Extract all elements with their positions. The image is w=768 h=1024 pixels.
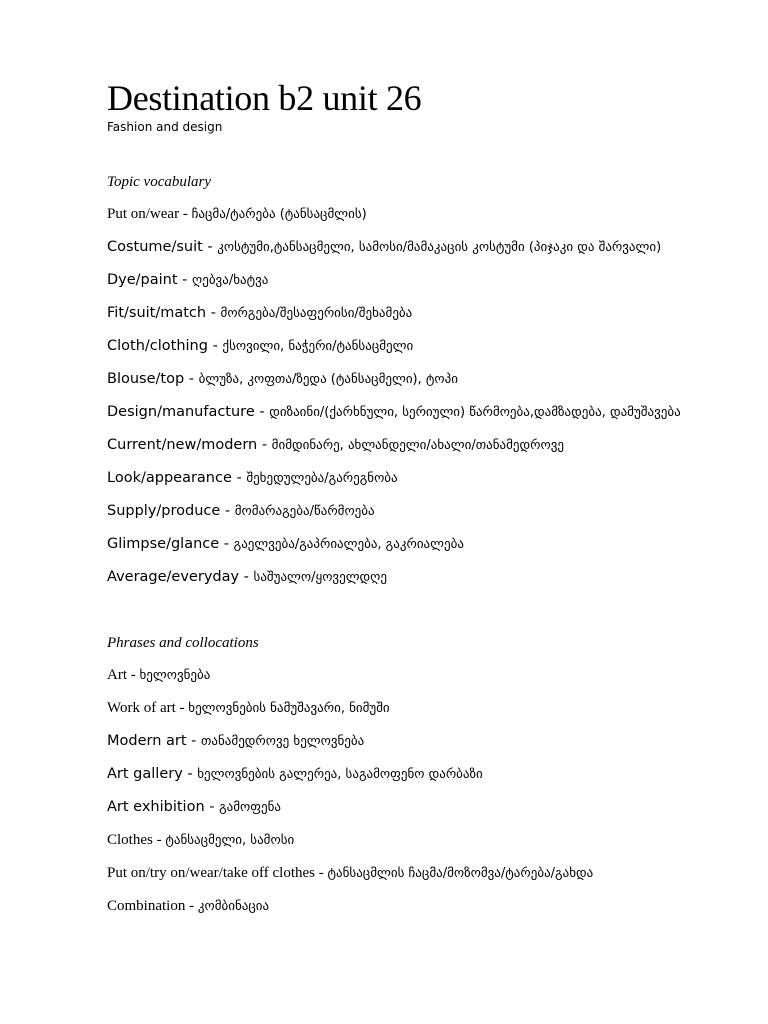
vocab-entry: Modern art - თანამედროვე ხელოვნება [107,733,365,749]
vocab-entry: Glimpse/glance - გაელვება/გაპრიალება, გაკრიალება [107,536,464,552]
vocab-entry: Average/everyday - საშუალო/ყოველდღე [107,569,387,585]
vocab-entry: Look/appearance - შეხედულება/გარეგნობა [107,470,398,486]
vocab-entry: Supply/produce - მომარაგება/წარმოება [107,503,375,519]
entry-term: Glimpse/glance [107,536,220,552]
vocab-entry: Design/manufacture - დიზაინი/(ქარხნული, სერიული) წარმოება,დამზადება, დამუშავება [107,404,681,420]
entry-translation: ჩაცმა/ტარება (ტანსაცმლის) [191,207,367,222]
page-subtitle: Fashion and design [107,120,223,134]
entry-translation: დიზაინი/(ქარხნული, სერიული) წარმოება,დამზადება, დამუშავება [269,405,681,420]
vocab-entry: Current/new/modern - მიმდინარე, ახლანდელი/ახალი/თანამედროვე [107,437,564,453]
entry-term: Put on/try on/wear/take off clothes [107,865,316,881]
entry-term: Clothes [107,832,153,848]
entry-term: Supply/produce [107,503,221,519]
entry-translation: შეხედულება/გარეგნობა [246,471,398,486]
entry-term: Costume/suit [107,239,203,255]
entry-term: Fit/suit/match [107,305,207,321]
vocab-entry: Blouse/top - ბლუზა, კოფთა/ზედა (ტანსაცმელი), ტოპი [107,371,458,387]
entry-translation: ხელოვნების გალერეა, საგამოფენო დარბაზი [197,767,483,782]
vocab-entry: Art exhibition - გამოფენა [107,799,281,815]
vocab-entry: Art gallery - ხელოვნების გალერეა, საგამოფენო დარბაზი [107,766,483,782]
entry-translation: თანამედროვე ხელოვნება [201,734,365,749]
entry-translation: კოსტუმი,ტანსაცმელი, სამოსი/მამაკაცის კოსტუმი (პიჯაკი და შარვალი) [217,240,662,255]
entry-translation: მომარაგება/წარმოება [234,504,375,519]
vocab-entry: Put on/try on/wear/take off clothes - ტანსაცმლის ჩაცმა/მოზომვა/ტარება/გახდა [107,865,594,881]
entry-term: Art exhibition [107,799,205,815]
entry-translation: კომბინაცია [197,899,270,914]
vocab-entry: Costume/suit - კოსტუმი,ტანსაცმელი, სამოსი/მამაკაცის კოსტუმი (პიჯაკი და შარვალი) [107,239,662,255]
phrases-collocations-list [107,664,712,918]
entry-translation: ღებვა/ხატვა [192,273,269,288]
entry-translation: ტანსაცმლის ჩაცმა/მოზომვა/ტარება/გახდა [327,866,594,881]
entry-term: Average/everyday [107,569,240,585]
vocab-entry: Art - ხელოვნება [107,667,211,683]
entry-translation: გაელვება/გაპრიალება, გაკრიალება [233,537,464,552]
entry-translation: საშუალო/ყოველდღე [253,570,387,585]
entry-translation: მორგება/შესაფერისი/შეხამება [220,306,413,321]
entry-translation: გამოფენა [219,800,281,815]
topic-vocabulary-list [107,203,712,589]
section-heading-phrases-collocations: Phrases and collocations [107,635,259,651]
entry-translation: ხელოვნების ნამუშავარი, ნიმუში [188,701,390,716]
page-title: Destination b2 unit 26 [107,78,422,118]
vocab-entry: Cloth/clothing - ქსოვილი, ნაჭერი/ტანსაცმელი [107,338,414,354]
vocab-entry: Put on/wear - ჩაცმა/ტარება (ტანსაცმლის) [107,206,367,222]
section-heading-topic-vocabulary: Topic vocabulary [107,174,212,190]
entry-translation: ტანსაცმელი, სამოსი [165,833,295,848]
entry-term: Look/appearance [107,470,232,486]
entry-term: Blouse/top [107,371,185,387]
vocab-entry: Work of art - ხელოვნების ნამუშავარი, ნიმუში [107,700,390,716]
entry-term: Dye/paint [107,272,178,288]
vocab-entry: Combination - კომბინაცია [107,898,270,914]
entry-term: Combination [107,898,186,914]
entry-translation: ქსოვილი, ნაჭერი/ტანსაცმელი [222,339,414,354]
vocab-entry: Dye/paint - ღებვა/ხატვა [107,272,269,288]
entry-term: Current/new/modern [107,437,258,453]
vocab-entry: Fit/suit/match - მორგება/შესაფერისი/შეხამება [107,305,413,321]
entry-term: Put on/wear [107,206,180,222]
entry-term: Design/manufacture [107,404,255,420]
vocab-entry: Clothes - ტანსაცმელი, სამოსი [107,832,295,848]
entry-term: Modern art [107,733,187,749]
entry-term: Cloth/clothing [107,338,208,354]
entry-translation: ხელოვნება [139,668,211,683]
entry-term: Art gallery [107,766,183,782]
entry-term: Work of art [107,700,176,716]
entry-translation: ბლუზა, კოფთა/ზედა (ტანსაცმელი), ტოპი [198,372,458,387]
entry-translation: მიმდინარე, ახლანდელი/ახალი/თანამედროვე [271,438,564,453]
entry-term: Art [107,667,127,683]
